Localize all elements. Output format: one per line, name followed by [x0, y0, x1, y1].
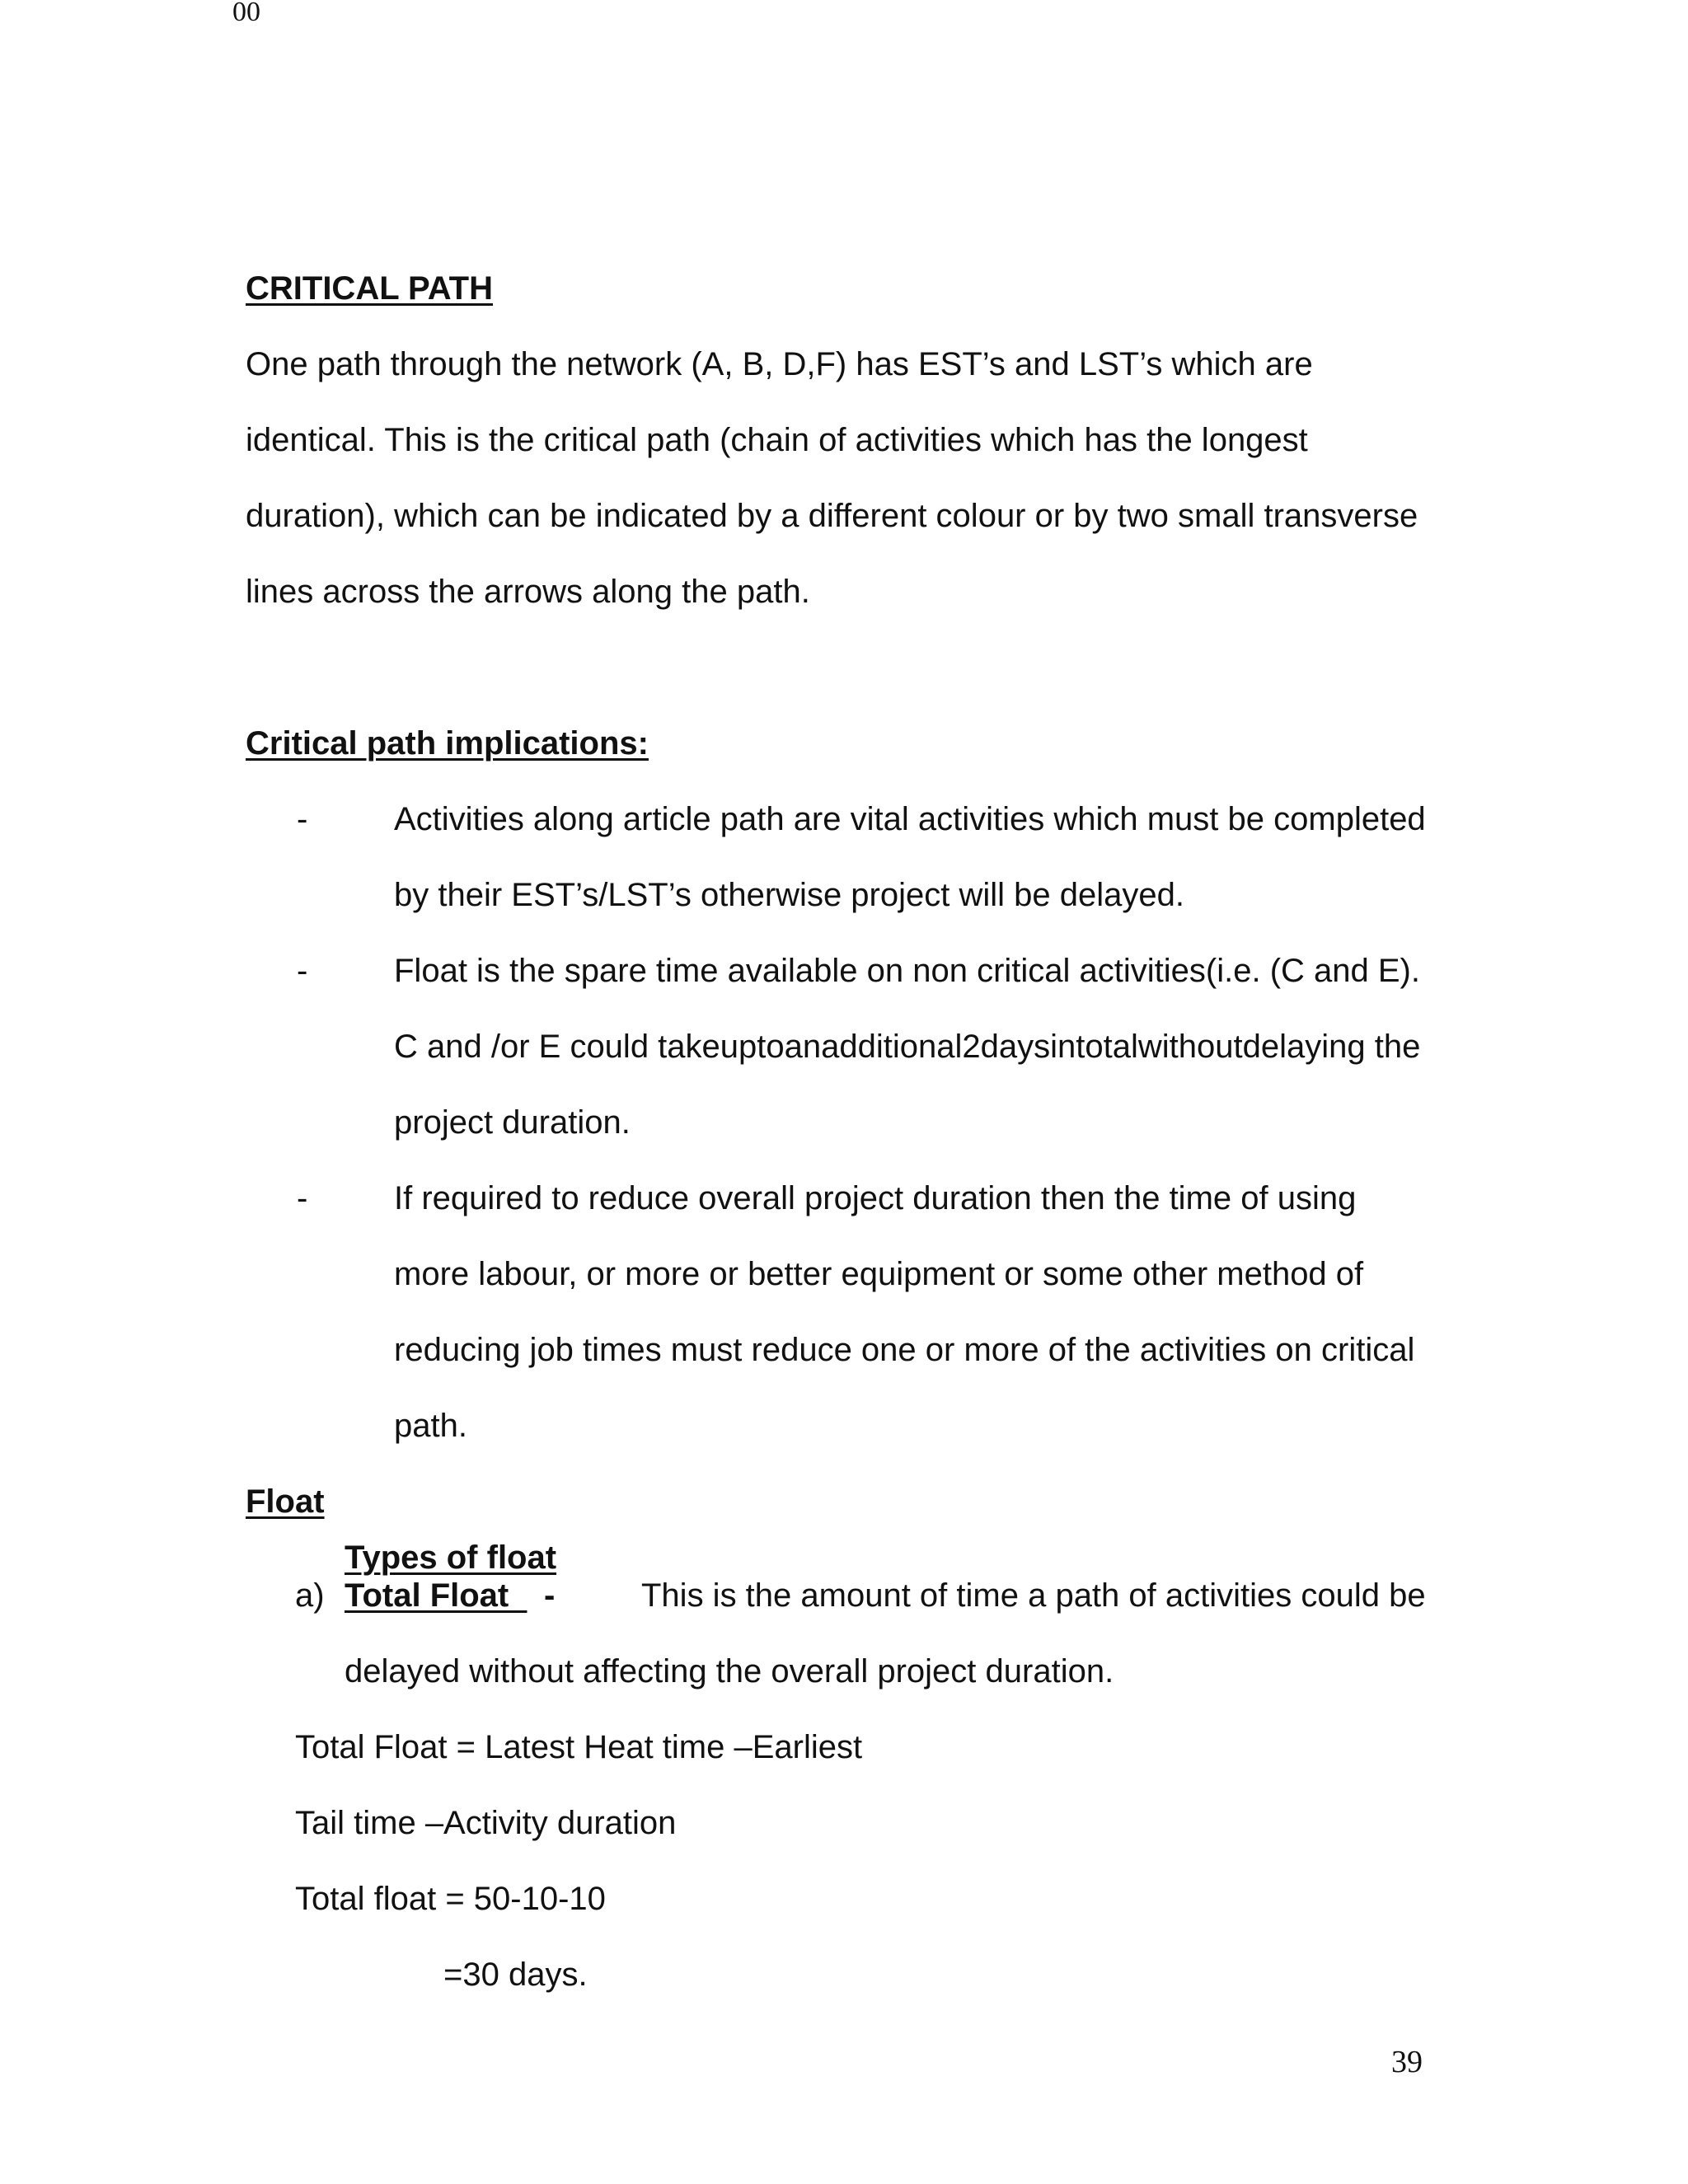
total-float-definition: delayed without affecting the overall project duration. [345, 1653, 1114, 1690]
page-number: 39 [1391, 2045, 1423, 2079]
paragraph-line: identical. This is the critical path (chain of activities which has the longest [246, 422, 1308, 458]
list-item-line: path. [394, 1408, 467, 1444]
formula-result: =30 days. [443, 1957, 588, 1993]
list-item-line: by their EST’s/LST’s otherwise project will be delayed. [394, 877, 1184, 913]
paragraph-line: lines across the arrows along the path. [246, 574, 810, 610]
list-bullet: - [297, 801, 308, 837]
formula-line: Total Float = Latest Heat time –Earliest [295, 1729, 863, 1765]
paragraph-line: duration), which can be indicated by a different colour or by two small transverse [246, 498, 1418, 534]
critical-path-heading: CRITICAL PATH [246, 270, 493, 307]
list-item-line: Activities along article path are vital activities which must be completed [394, 801, 1426, 837]
formula-line: Tail time –Activity duration [295, 1805, 677, 1841]
list-item-line: reducing job times must reduce one or more of the activities on critical [394, 1332, 1415, 1368]
list-bullet: - [297, 953, 308, 989]
list-bullet: - [297, 1180, 308, 1216]
header-number: 00 [232, 0, 260, 27]
types-of-float-subheading: Types of float [345, 1540, 557, 1576]
total-float-term: Total Float [345, 1577, 528, 1614]
list-item-line: If required to reduce overall project duration then the time of using [394, 1180, 1357, 1216]
list-marker: a) [295, 1577, 325, 1614]
paragraph-line: One path through the network (A, B, D,F) has EST’s and LST’s which are [246, 346, 1313, 382]
implications-heading: Critical path implications: [246, 725, 649, 762]
list-item-line: Float is the spare time available on non critical activities(i.e. (C and E). [394, 953, 1420, 989]
formula-line: Total float = 50-10-10 [295, 1881, 606, 1917]
total-float-dash: - [544, 1577, 556, 1614]
total-float-definition: This is the amount of time a path of activities could be [641, 1577, 1426, 1614]
list-item-line: more labour, or more or better equipment or some other method of [394, 1256, 1364, 1292]
list-item-line: project duration. [394, 1104, 631, 1141]
list-item-line: C and /or E could takeuptoanadditional2daysintotalwithoutdelaying the [394, 1029, 1421, 1065]
float-heading: Float [246, 1483, 325, 1520]
